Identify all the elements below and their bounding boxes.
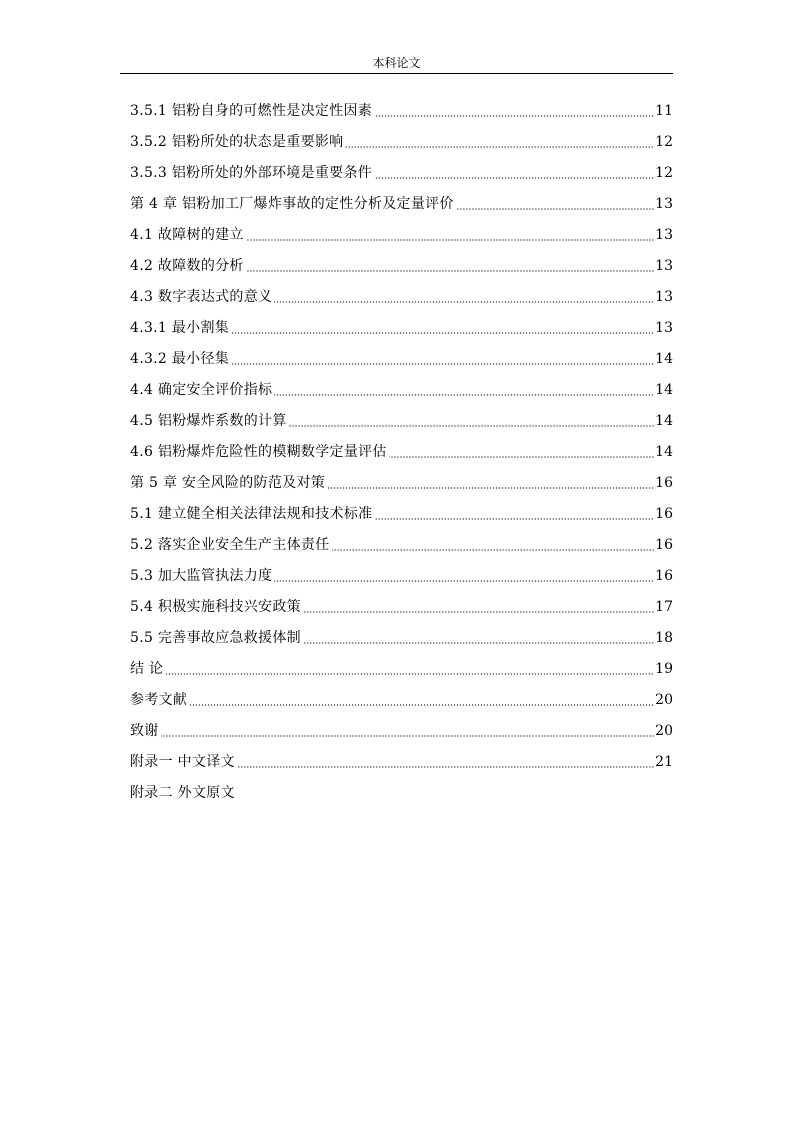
- toc-entry[interactable]: [0, 313, 793, 344]
- toc-entry-page: 12: [655, 165, 673, 181]
- toc-dot-leader: [237, 766, 654, 768]
- toc-dot-leader: [189, 704, 654, 706]
- toc-entry[interactable]: [0, 747, 793, 778]
- toc-entry[interactable]: [0, 220, 793, 251]
- toc-entry-title: 3.5.1 铝粉自身的可燃性是决定性因素: [130, 103, 373, 119]
- toc-entry-title: 5.5 完善事故应急救援体制: [130, 630, 301, 646]
- toc-entry-title: 参考文献: [130, 692, 188, 708]
- toc-entry[interactable]: [0, 654, 793, 685]
- toc-entry-page: 13: [655, 258, 673, 274]
- toc-entry-title: 第 5 章 安全风险的防范及对策: [130, 475, 326, 491]
- toc-entry[interactable]: [0, 561, 793, 592]
- toc-entry-page: 16: [655, 568, 673, 584]
- toc-entry-page: 21: [655, 754, 673, 770]
- toc-entry-page: 14: [655, 351, 673, 367]
- toc-entry[interactable]: [0, 282, 793, 313]
- toc-dot-leader: [289, 425, 655, 427]
- toc-entry[interactable]: [0, 499, 793, 530]
- toc-entry[interactable]: [0, 592, 793, 623]
- toc-entry-title: 4.3.2 最小径集: [130, 351, 230, 367]
- toc-entry[interactable]: [0, 685, 793, 716]
- toc-entry[interactable]: [0, 375, 793, 406]
- toc-entry-title: 5.3 加大监管执法力度: [130, 568, 273, 584]
- toc-entry-page: 14: [655, 382, 673, 398]
- toc-entry-page: 20: [655, 692, 673, 708]
- toc-entry[interactable]: [0, 127, 793, 158]
- toc-entry-title: 4.4 确定安全评价指标: [130, 382, 273, 398]
- toc-entry[interactable]: [0, 530, 793, 561]
- toc-dot-leader: [332, 549, 655, 551]
- toc-entry-page: 20: [655, 723, 673, 739]
- toc-entry-page: 12: [655, 134, 673, 150]
- table-of-contents: [0, 96, 793, 809]
- toc-entry-page: 11: [655, 103, 673, 119]
- toc-dot-leader: [161, 735, 655, 737]
- toc-entry-title: 4.1 故障树的建立: [130, 227, 244, 243]
- toc-entry[interactable]: [0, 189, 793, 220]
- toc-entry-title: 4.5 铝粉爆炸系数的计算: [130, 413, 287, 429]
- header-divider: [120, 73, 673, 74]
- toc-dot-leader: [303, 611, 654, 613]
- toc-entry-title: 4.2 故障数的分析: [130, 258, 244, 274]
- toc-entry-title: 附录一 中文译文: [130, 754, 235, 770]
- toc-entry[interactable]: [0, 778, 793, 809]
- toc-entry-page: 14: [655, 444, 673, 460]
- toc-entry-title: 3.5.2 铝粉所处的状态是重要影响: [130, 134, 344, 150]
- toc-entry[interactable]: [0, 716, 793, 747]
- toc-entry-page: 13: [655, 320, 673, 336]
- toc-dot-leader: [231, 332, 654, 334]
- toc-entry[interactable]: [0, 251, 793, 282]
- toc-entry-title: 5.4 积极实施科技兴安政策: [130, 599, 301, 615]
- toc-entry-page: 14: [655, 413, 673, 429]
- toc-entry-page: 18: [655, 630, 673, 646]
- toc-entry-page: 16: [655, 537, 673, 553]
- toc-dot-leader: [246, 270, 654, 272]
- toc-dot-leader: [345, 146, 654, 148]
- page-header-title: 本科论文: [372, 56, 421, 70]
- toc-dot-leader: [374, 115, 654, 117]
- toc-entry-page: 16: [655, 475, 673, 491]
- toc-entry-title: 5.2 落实企业安全生产主体责任: [130, 537, 330, 553]
- toc-dot-leader: [303, 642, 654, 644]
- toc-entry[interactable]: [0, 406, 793, 437]
- toc-dot-leader: [374, 518, 654, 520]
- toc-entry[interactable]: [0, 158, 793, 189]
- toc-dot-leader: [327, 487, 654, 489]
- toc-entry-page: 17: [655, 599, 673, 615]
- toc-dot-leader: [456, 208, 654, 210]
- toc-entry[interactable]: [0, 344, 793, 375]
- toc-dot-leader: [231, 363, 654, 365]
- toc-entry-title: 4.3 数字表达式的意义: [130, 289, 273, 305]
- toc-dot-leader: [274, 394, 654, 396]
- toc-entry-title: 4.3.1 最小割集: [130, 320, 230, 336]
- toc-entry-title: 5.1 建立健全相关法律法规和技术标准: [130, 506, 373, 522]
- toc-dot-leader: [246, 239, 654, 241]
- toc-entry[interactable]: [0, 468, 793, 499]
- toc-dot-leader: [389, 456, 654, 458]
- toc-entry-title: 结 论: [130, 661, 164, 677]
- toc-entry-page: 13: [655, 227, 673, 243]
- toc-entry-title: 3.5.3 铝粉所处的外部环境是重要条件: [130, 165, 373, 181]
- toc-entry[interactable]: [0, 437, 793, 468]
- toc-entry[interactable]: [0, 96, 793, 127]
- toc-entry[interactable]: [0, 623, 793, 654]
- toc-entry-page: 19: [655, 661, 673, 677]
- toc-entry-title: 第 4 章 铝粉加工厂爆炸事故的定性分析及定量评价: [130, 196, 454, 212]
- toc-entry-page: 13: [655, 196, 673, 212]
- toc-entry-page: 16: [655, 506, 673, 522]
- toc-dot-leader: [274, 580, 654, 582]
- toc-entry-title: 致谢: [130, 723, 159, 739]
- toc-entry-title: 4.6 铝粉爆炸危险性的模糊数学定量评估: [130, 444, 387, 460]
- toc-dot-leader: [274, 301, 654, 303]
- toc-dot-leader: [165, 673, 654, 675]
- toc-dot-leader: [374, 177, 654, 179]
- toc-entry-page: 13: [655, 289, 673, 305]
- toc-entry-title: 附录二 外文原文: [130, 785, 235, 801]
